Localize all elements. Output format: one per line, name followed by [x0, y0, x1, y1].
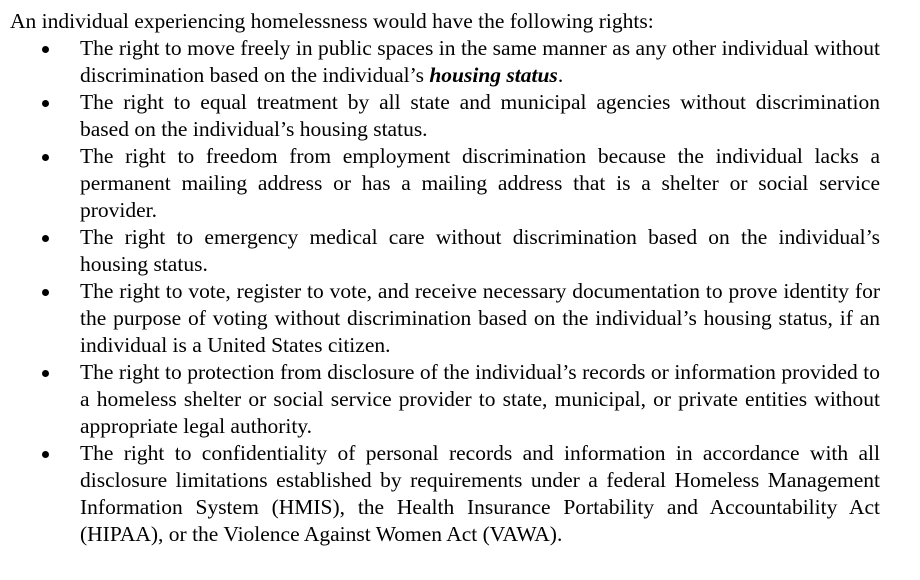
list-item — [10, 359, 880, 440]
bullet-icon — [42, 289, 49, 296]
emphasis-text: housing status — [429, 63, 558, 87]
list-item-text: The right to protection from disclosure of the individual’s records or information provided to a homeless shelter or social service provider to state, municipal, or private entities without appropriate legal authority. — [80, 360, 880, 438]
bullet-icon — [42, 235, 49, 242]
list-item-text-end: . — [557, 63, 564, 87]
bullet-icon — [42, 451, 49, 458]
list-item-text: The right to move freely in public spaces in the same manner as any other individual without discrimination based on the individual’s — [80, 36, 880, 87]
list-item — [10, 440, 880, 548]
intro-paragraph: An individual experiencing homelessness would have the following rights: — [10, 9, 654, 33]
list-item — [10, 89, 880, 143]
document-body — [10, 8, 880, 548]
list-item-text: The right to equal treatment by all state and municipal agencies without discrimination based on the individual’s housing status. — [80, 90, 880, 141]
list-item — [10, 224, 880, 278]
bullet-icon — [42, 154, 49, 161]
list-item — [10, 35, 880, 89]
bullet-icon — [42, 100, 49, 107]
list-item-text: The right to emergency medical care without discrimination based on the individual’s housing status. — [80, 225, 880, 276]
rights-list — [10, 35, 880, 548]
list-item-text: The right to freedom from employment discrimination because the individual lacks a permanent mailing address or has a mailing address that is a shelter or social service provider. — [80, 144, 880, 222]
bullet-icon — [42, 46, 49, 53]
bullet-icon — [42, 370, 49, 377]
list-item-text: The right to confidentiality of personal records and information in accordance with all disclosure limitations established by requirements under a federal Homeless Management Information System (HMIS), the Health Insurance Portability and Accountability Act (HIPAA), or the Violence Against Women Act (VAWA). — [80, 441, 880, 546]
list-item — [10, 278, 880, 359]
list-item-text: The right to vote, register to vote, and receive necessary documentation to prove identity for the purpose of voting without discrimination based on the individual’s housing status, if an individual is a United States citizen. — [80, 279, 880, 357]
list-item — [10, 143, 880, 224]
